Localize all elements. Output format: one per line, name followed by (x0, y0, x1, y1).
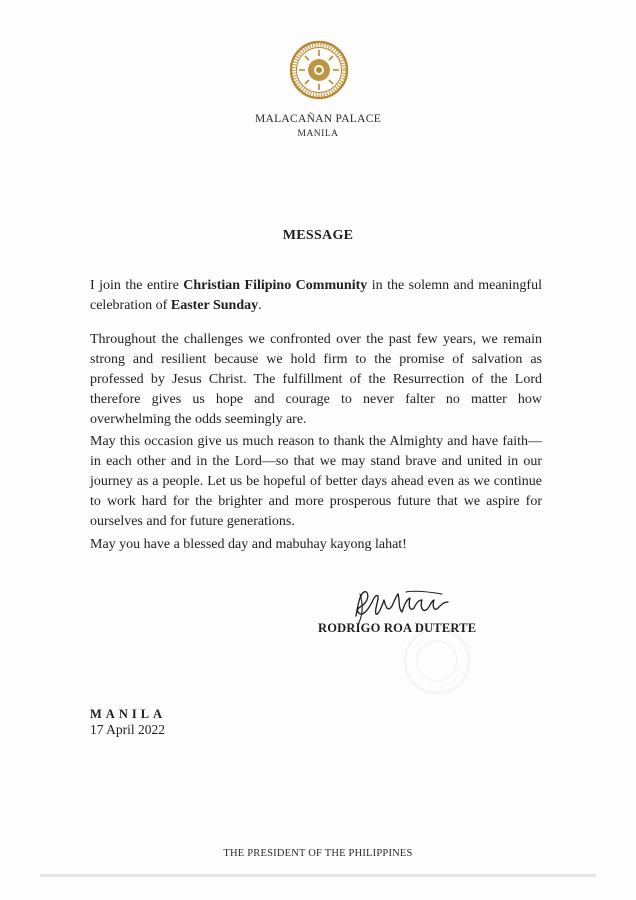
paragraph-1-post: . (258, 298, 262, 313)
letterhead-city: MANILA (297, 129, 339, 139)
paragraph-3: May this occasion give us much reason to thank the Almighty and have faith—in each other and in the Lord—so that we may stand brave and united in our journey as a people. Let us be hopeful of better days ahead even as we continue to work hard for the brighter and more prosperous future that we aspire for ourselves and for future generations. (90, 434, 542, 529)
signatory-name: RODRIGO ROA DUTERTE (318, 621, 477, 635)
paragraph-1-pre: I join the entire (90, 278, 184, 293)
faint-seal-watermark-icon (402, 626, 472, 696)
place-label: MANILA (90, 707, 167, 721)
paragraph-1-bold-community: Christian Filipino Community (183, 278, 368, 293)
paragraph-1-mid: in the solemn and meaningful celebration of (90, 278, 542, 313)
date-label: 17 April 2022 (90, 722, 166, 737)
message-title: MESSAGE (282, 228, 354, 243)
paragraph-1 (90, 276, 542, 316)
paragraph-2: Throughout the challenges we confronted over the past few years, we remain strong and resilient because we hold firm to the promise of salvation as professed by Jesus Christ. The fulfillment of the Resurrection of the Lord therefore gives us hope and courage to never falter no matter how overwhelming the odds seemingly are. (90, 332, 542, 427)
footer-title: THE PRESIDENT OF THE PHILIPPINES (223, 848, 413, 859)
handwritten-signature-icon (346, 586, 456, 626)
letterhead-office: MALACAÑAN PALACE (254, 113, 382, 125)
presidential-seal-icon (289, 40, 349, 100)
paragraph-1-bold-easter: Easter Sunday (170, 298, 259, 313)
footer-divider (40, 874, 596, 877)
paragraph-4: May you have a blessed day and mabuhay kayong lahat! (90, 537, 407, 552)
